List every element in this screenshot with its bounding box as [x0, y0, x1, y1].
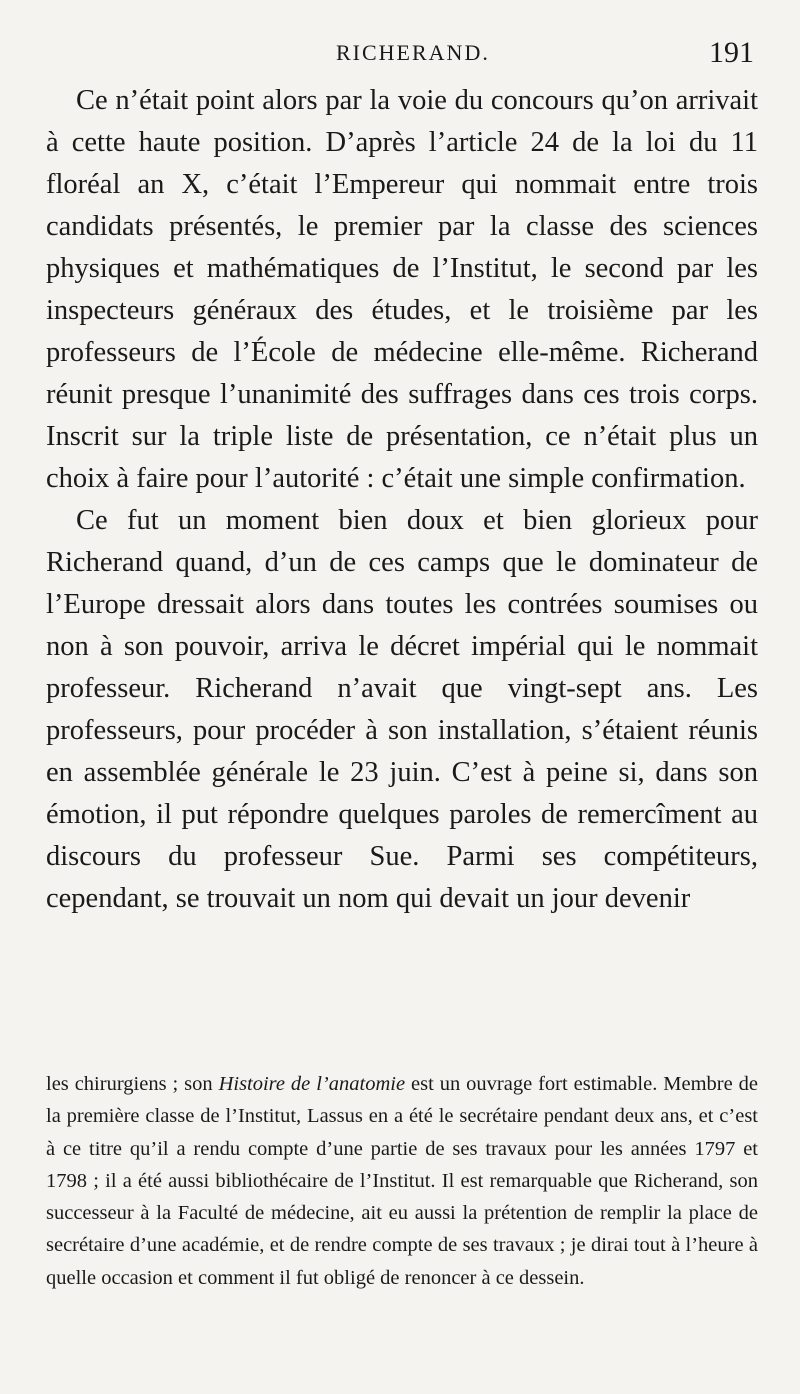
footnote-text-after: est un ouvrage fort estimable. Membre de la première classe de l’Institut, Lassus en a été le secrétaire pendant deux ans, et c’est à ce titre qu’il a rendu compte d’une partie de ses travaux pour les années 1797 et 1798 ; il a été aussi bibliothécaire de l’Institut. Il est remarquable que Richerand, son successeur à la Faculté de médecine, ait eu aussi la prétention de remplir la place de secrétaire d’une académie, et de rendre compte de ses travaux ; je dirai tout à l’heure à quelle occasion et comment il fut obligé de renoncer à ce dessein.	[46, 1073, 759, 1289]
footnote-text	[46, 1068, 758, 1294]
paragraph: Ce fut un moment bien doux et bien glorieux pour Richerand quand, d’un de ces camps que le dominateur de l’Europe dressait alors dans toutes les contrées soumises ou non à son pouvoir, arriva le décret impérial qui le nommait professeur. Richerand n’avait que vingt-sept ans. Les professeurs, pour procéder à son installation, s’étaient réunis en assemblée générale le 23 juin. C’est à peine si, dans son émotion, il put répondre quelques paroles de remercîment au discours du professeur Sue. Parmi ses compétiteurs, cependant, se trouvait un nom qui devait un jour devenir	[46, 505, 758, 914]
footnote-text-before: les chirurgiens ; son	[46, 1073, 219, 1095]
running-head	[0, 36, 800, 76]
main-text	[46, 80, 758, 920]
running-title: RICHERAND.	[336, 40, 490, 65]
paragraph: Ce n’était point alors par la voie du concours qu’on arrivait à cette haute position. D’après l’article 24 de la loi du 11 floréal an X, c’était l’Empereur qui nommait entre trois candidats présentés, le premier par la classe des sciences physiques et mathématiques de l’Institut, le second par les inspecteurs généraux des études, et le troisième par les professeurs de l’École de médecine elle-même. Richerand réunit presque l’unanimité des suffrages dans ces trois corps. Inscrit sur la triple liste de présentation, ce n’était plus un choix à faire pour l’autorité : c’était une simple confirmation.	[46, 85, 758, 494]
page-number: 191	[709, 36, 754, 69]
footnote-book-title: Histoire de l’anatomie	[218, 1073, 406, 1095]
footnote	[46, 1068, 758, 1294]
